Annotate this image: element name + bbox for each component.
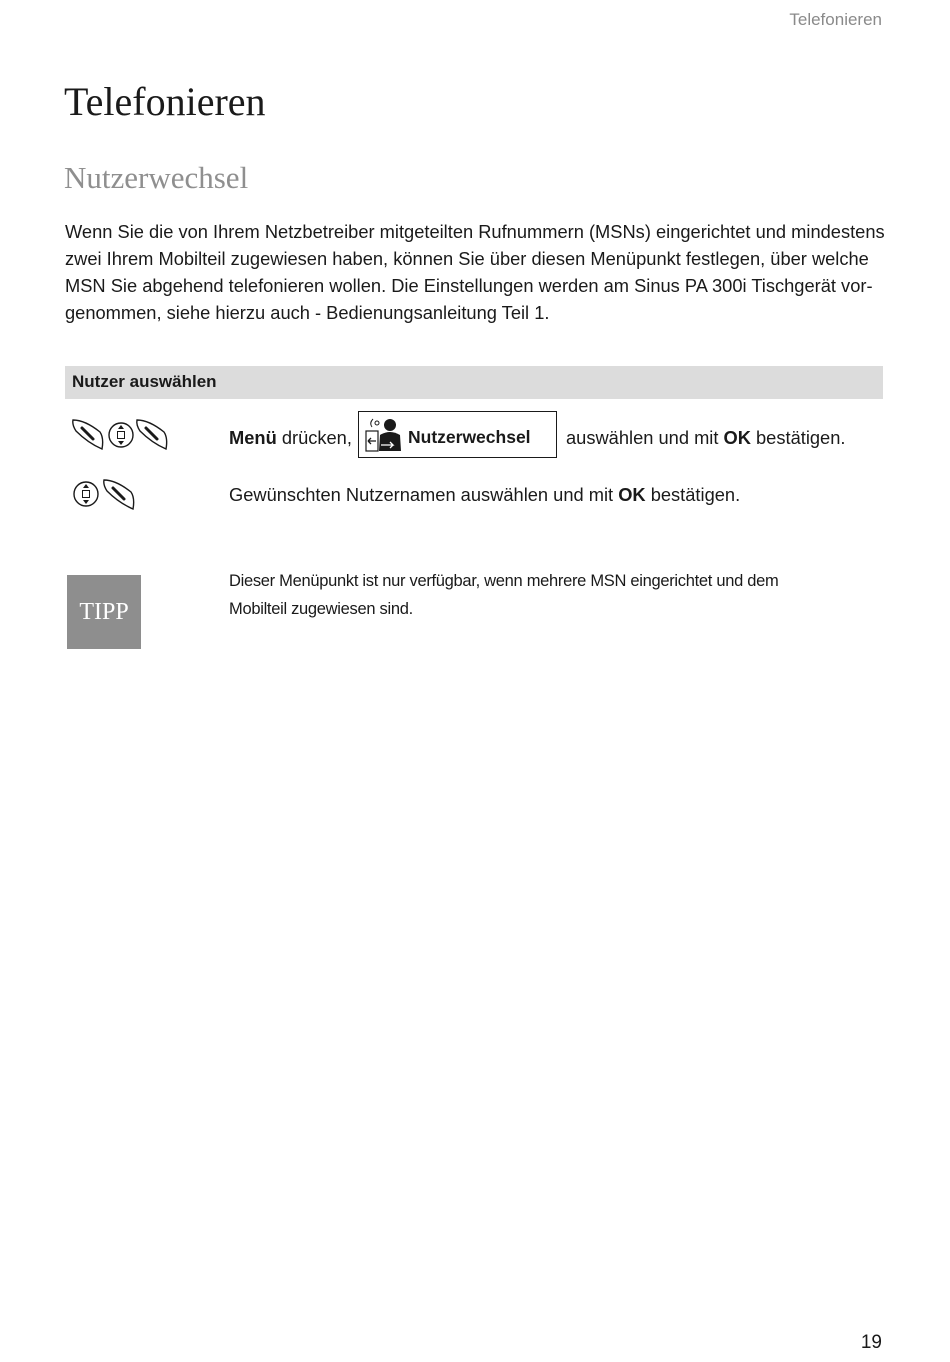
intro-paragraph: Wenn Sie die von Ihrem Netzbetreiber mitgeteilten Rufnummern (MSNs) eingerichtet und mindestens zwei Ihrem Mobilteil zugewiesen haben, können Sie über diesen Menüpunkt festlegen, über welche MSN Sie abgehend telefonieren wollen. Die Einstellungen werden am Sinus PA 300i Tischgerät vor-genommen, siehe hierzu auch - Bedienungsanleitung Teil 1. [65, 221, 885, 323]
section-title: Nutzerwechsel [64, 160, 249, 195]
tip-text: Dieser Menüpunkt ist nur verfügbar, wenn mehrere MSN eingerichtet und dem Mobilteil zugewiesen sind. [229, 572, 779, 618]
menu-word: Menü [229, 427, 277, 448]
step-heading: Nutzer auswählen [72, 372, 217, 391]
instruction-step-1 [0, 411, 950, 461]
user-change-icon [363, 417, 403, 453]
ok-word: OK [618, 484, 646, 505]
running-head: Telefonieren [789, 10, 882, 29]
ok-key-icon [137, 420, 167, 449]
ok-key-icon [104, 480, 134, 509]
step-1-confirm: bestätigen. [750, 427, 846, 448]
step-2-text [229, 484, 740, 506]
menu-item-display [358, 411, 557, 458]
key-sequence [72, 478, 142, 514]
page-number: 19 [860, 1332, 882, 1353]
navigation-key-icon [74, 482, 98, 506]
tip-badge: TIPP [67, 575, 141, 649]
step-2-confirm: bestätigen. [645, 484, 741, 505]
chapter-title: Telefonieren [64, 79, 266, 124]
step-2-select: Gewünschten Nutzernamen auswählen und mit [229, 484, 619, 505]
navigation-key-icon [109, 423, 133, 447]
ok-word: OK [723, 427, 751, 448]
step-1-press: drücken, [276, 427, 352, 448]
step-1-text-a [229, 427, 352, 449]
step-1-select: auswählen und mit [566, 427, 724, 448]
key-sequence [72, 417, 172, 459]
step-1-text-b [566, 427, 845, 449]
step-heading-bar [65, 366, 883, 399]
instruction-step-2 [0, 476, 950, 516]
menu-key-icon [73, 420, 103, 449]
menu-item-label: Nutzerwechsel [408, 427, 531, 447]
